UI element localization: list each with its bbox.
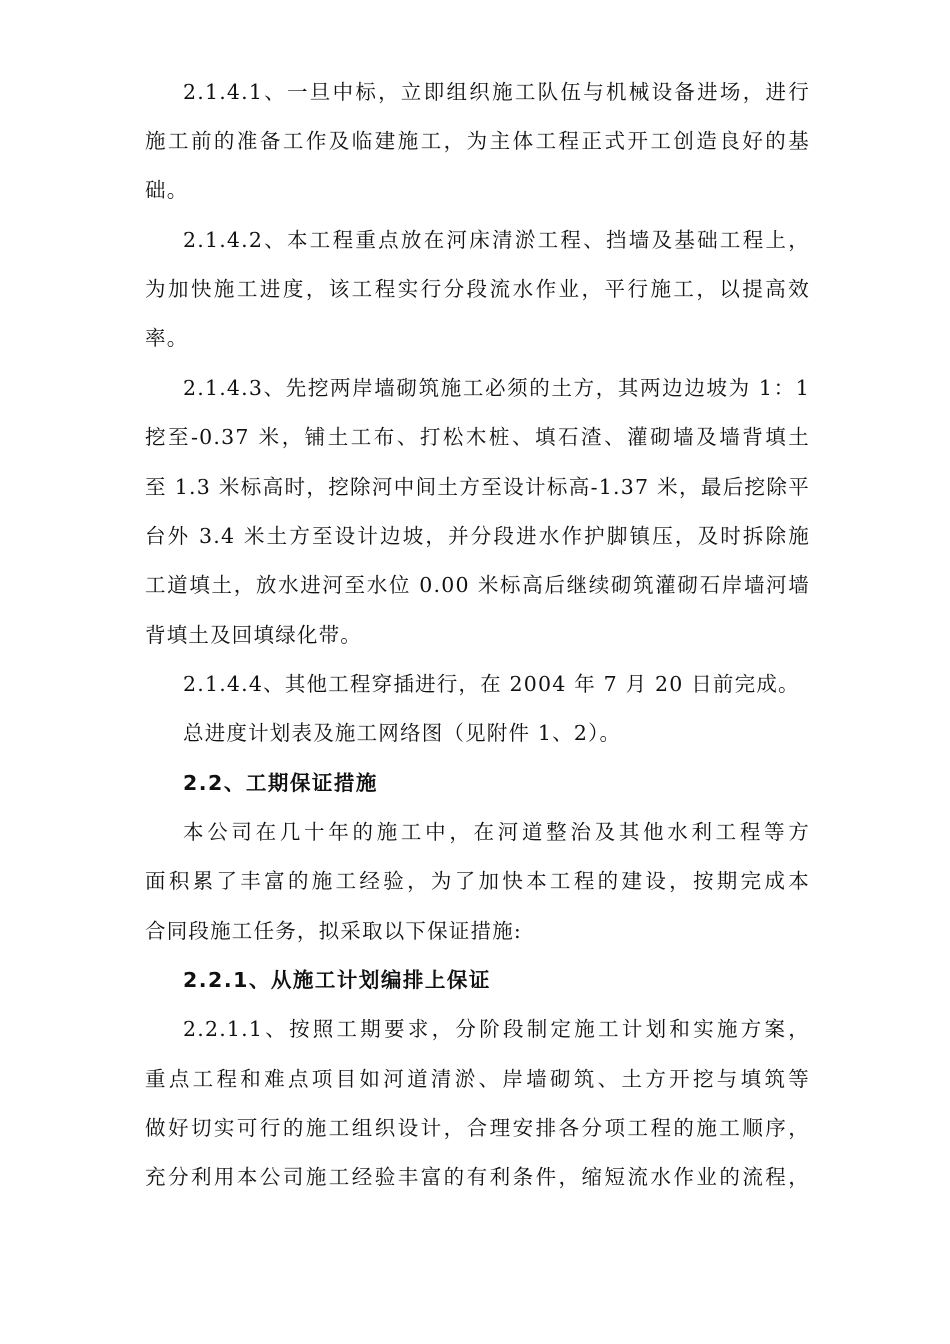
text-line: 总进度计划表及施工网络图（见附件 1、2）。 <box>183 721 622 745</box>
text-line: 施工前的准备工作及临建施工，为主体工程正式开工创造良好的基 <box>145 129 810 153</box>
text-line: 2.2.1.1、按照工期要求，分阶段制定施工计划和实施方案， <box>183 1017 810 1041</box>
text-line: 合同段施工任务，拟采取以下保证措施: <box>145 919 523 943</box>
section-heading: 2.2、工期保证措施 <box>183 771 378 795</box>
text-line: 做好切实可行的施工组织设计，合理安排各分项工程的施工顺序， <box>145 1116 810 1140</box>
text-line: 2.1.4.2、本工程重点放在河床清淤工程、挡墙及基础工程上， <box>183 228 810 252</box>
text-line: 至 1.3 米标高时，挖除河中间土方至设计标高-1.37 米，最后挖除平 <box>145 475 810 499</box>
text-line: 挖至-0.37 米，铺土工布、打松木桩、填石渣、灌砌墙及墙背填土 <box>145 425 810 449</box>
text-line: 本公司在几十年的施工中，在河道整治及其他水利工程等方 <box>183 820 810 844</box>
text-line: 2.1.4.3、先挖两岸墙砌筑施工必须的土方，其两边边坡为 1：1 <box>183 376 810 400</box>
text-line: 率。 <box>145 326 189 350</box>
text-line: 2.1.4.4、其他工程穿插进行，在 2004 年 7 月 20 日前完成。 <box>183 672 800 696</box>
subsection-heading: 2.2.1、从施工计划编排上保证 <box>183 968 491 992</box>
text-line: 2.1.4.1、一旦中标，立即组织施工队伍与机械设备进场，进行 <box>183 80 810 104</box>
text-line: 充分利用本公司施工经验丰富的有利条件，缩短流水作业的流程， <box>145 1165 810 1189</box>
text-line: 工道填土，放水进河至水位 0.00 米标高后继续砌筑灌砌石岸墙河墙 <box>145 573 810 597</box>
text-line: 础。 <box>145 178 189 202</box>
text-line: 面积累了丰富的施工经验，为了加快本工程的建设，按期完成本 <box>145 869 810 893</box>
text-line: 背填土及回填绿化带。 <box>145 623 362 647</box>
text-line: 重点工程和难点项目如河道清淤、岸墙砌筑、土方开挖与填筑等 <box>145 1067 810 1091</box>
text-line: 为加快施工进度，该工程实行分段流水作业，平行施工，以提高效 <box>145 277 810 301</box>
text-line: 台外 3.4 米土方至设计边坡，并分段进水作护脚镇压，及时拆除施 <box>145 524 810 548</box>
